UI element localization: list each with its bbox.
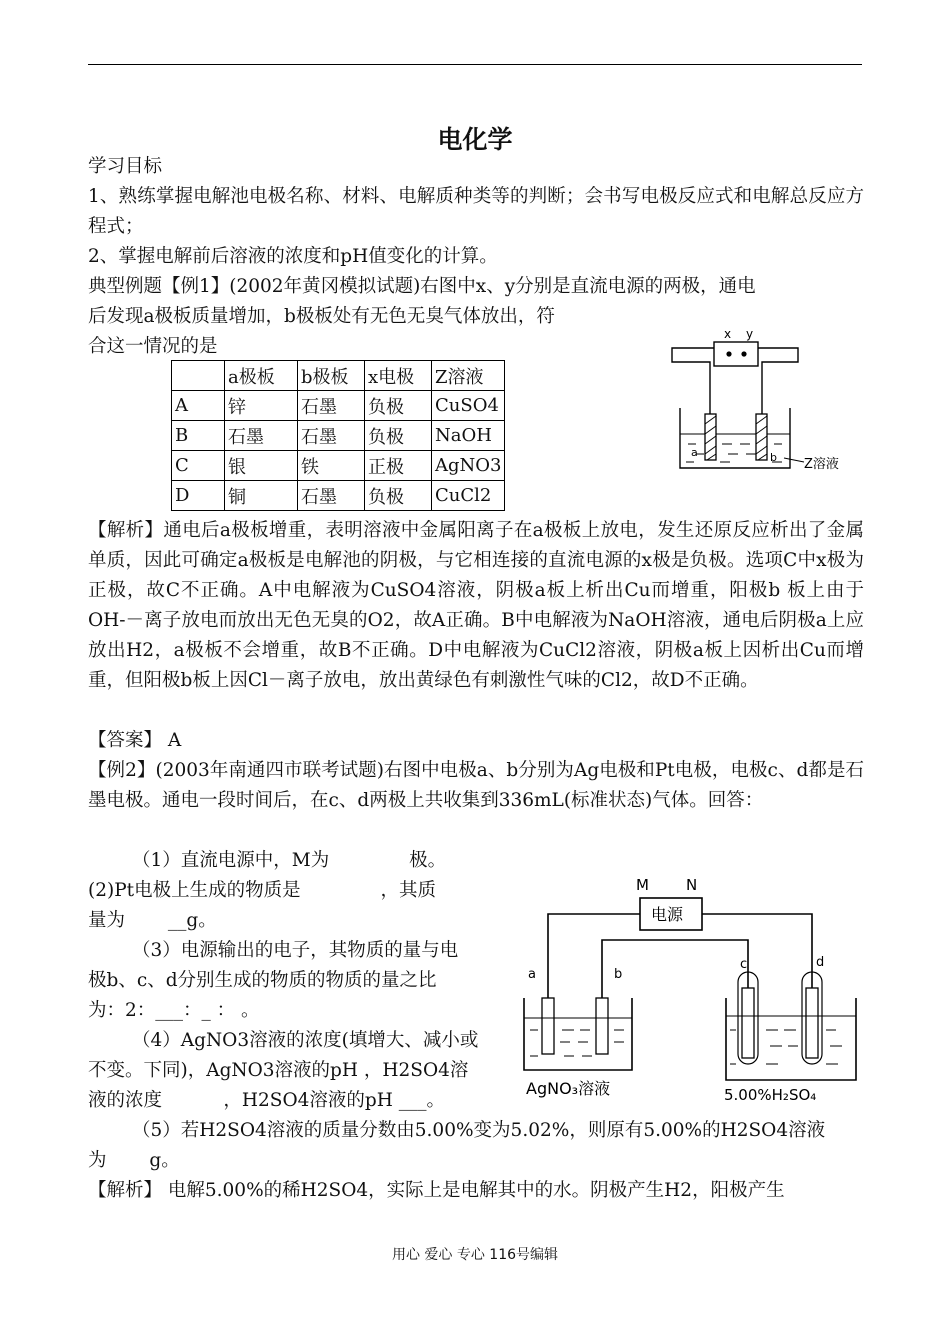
table-cell: CuSO4: [432, 391, 505, 421]
label-c: c: [740, 957, 748, 972]
table-header-cell: b极板: [298, 361, 365, 391]
page-title: 电化学: [437, 125, 513, 154]
electrode-a: [542, 998, 554, 1054]
options-table: [171, 360, 505, 511]
table-cell: 石墨: [298, 481, 365, 511]
label-b: b: [614, 967, 623, 982]
page-footer: 用心 爱心 专心 116号编辑: [391, 1247, 559, 1263]
example1-answer: 【答案】 A: [88, 730, 182, 751]
table-cell: 石墨: [298, 391, 365, 421]
left-beaker: [524, 998, 632, 1070]
table-cell: 锌: [225, 391, 298, 421]
table-cell: 正极: [365, 451, 432, 481]
question-2-line2: 量为 __g。: [88, 910, 217, 931]
label-n: N: [686, 876, 698, 894]
label-x: x: [724, 327, 732, 341]
table-cell: 负极: [365, 421, 432, 451]
question-4-line2: 不变。下同)，AgNO3溶液的pH ，H2SO4溶: [88, 1060, 469, 1081]
electrode-b: [596, 998, 608, 1054]
question-5-line2: 为 g。: [88, 1150, 180, 1171]
table-cell: NaOH: [432, 421, 505, 451]
example1-line1: 典型例题【例1】(2002年黄冈模拟试题)右图中x、y分别是直流电源的两极，通电: [88, 276, 756, 297]
question-4-line3: 液的浓度 ，H2SO4溶液的pH ___。: [88, 1090, 446, 1111]
label-right-solution: 5.00%H₂SO₄: [724, 1086, 817, 1104]
table-cell: 石墨: [225, 421, 298, 451]
question-1: （1）直流电源中，M为 极。: [132, 850, 447, 871]
table-cell: 铜: [225, 481, 298, 511]
label-a: a: [691, 446, 698, 459]
label-left-solution: AgNO₃溶液: [526, 1079, 611, 1098]
table-cell: 石墨: [298, 421, 365, 451]
table-header-cell: Z溶液: [432, 361, 505, 391]
pointer-line: [784, 458, 804, 462]
example2-intro: 【例2】(2003年南通四市联考试题)右图中电极a、b分别为Ag电极和Pt电极，电极c、d都是石墨电极。通电一段时间后，在c、d两极上共收集到336mL(标准状态)气体。回答：: [88, 760, 864, 811]
table-cell: 负极: [365, 391, 432, 421]
question-3-line1: （3）电源输出的电子，其物质的量与电: [132, 940, 459, 961]
table-cell: D: [172, 481, 225, 511]
label-z-solution: Z溶液: [804, 457, 839, 472]
table-cell: 银: [225, 451, 298, 481]
table-header-cell: x电极: [365, 361, 432, 391]
example1-analysis: 【解析】通电后a极板增重，表明溶液中金属阳离子在a极板上放电，发生还原反应析出了金属单质，因此可确定a极板是电解池的阴极，与它相连接的直流电源的x极是负极。选项C中x极为正极，故C不正确。A中电解液为CuSO4溶液，阴极a板上析出Cu而增重，阳极b 板上由于OH-－离子放电而放出无色无臭的O2，故A正确。B中电解液为NaOH溶液，通电后阴极a上应放出H2，a极板不会增重，故B不正确。D中电解液为CuCl2溶液，阴极a板上因析出Cu而增重，但阳极b板上因Cl－离子放电，放出黄绿色有刺激性气味的Cl2，故D不正确。: [88, 520, 864, 691]
label-b: b: [770, 451, 777, 464]
terminal-y: [741, 351, 746, 356]
power-source-box: [714, 342, 758, 366]
table-row: [172, 481, 505, 511]
header-rule: [88, 64, 862, 65]
goals-heading: 学习目标: [88, 156, 163, 177]
goal-1: 1、熟练掌握电解池电极名称、材料、电解质种类等的判断；会书写电极反应式和电解总反应方程式；: [88, 186, 864, 237]
label-m: M: [636, 876, 649, 894]
goal-2: 2、掌握电解前后溶液的浓度和pH值变化的计算。: [88, 246, 498, 267]
electrolysis-cells-diagram-2: [516, 870, 862, 1110]
terminal-x: [726, 351, 731, 356]
table-cell: AgNO3: [432, 451, 505, 481]
electrolysis-cell-diagram-1: [660, 322, 860, 482]
wire-x: [672, 348, 714, 414]
table-row: [172, 421, 505, 451]
question-4-line1: （4）AgNO3溶液的浓度(填增大、减小或: [132, 1030, 479, 1051]
example2-analysis: 【解析】 电解5.00%的稀H2SO4，实际上是电解其中的水。阴极产生H2，阳极产生: [88, 1180, 785, 1201]
table-cell: 铁: [298, 451, 365, 481]
electrode-c: [742, 988, 754, 1058]
label-d: d: [816, 955, 825, 970]
table-cell: B: [172, 421, 225, 451]
table-row: [172, 451, 505, 481]
table-cell: A: [172, 391, 225, 421]
table-cell: CuCl2: [432, 481, 505, 511]
example1-line2: 后发现a极板质量增加，b极板处有无色无臭气体放出，符: [88, 306, 555, 327]
wire-y: [758, 348, 798, 414]
power-source-label: 电源: [651, 905, 684, 924]
wire-bc: [602, 940, 748, 998]
table-cell: C: [172, 451, 225, 481]
table-header-cell: a极板: [225, 361, 298, 391]
table-row: [172, 391, 505, 421]
table-header-cell: [172, 361, 225, 391]
question-3-line3: 为：2：___：_ ： 。: [88, 1000, 260, 1021]
label-y: y: [746, 327, 754, 341]
table-cell: 负极: [365, 481, 432, 511]
example1-line3: 合这一情况的是: [88, 336, 218, 357]
question-2-line1: (2)Pt电极上生成的物质是 ，其质: [88, 880, 436, 901]
question-3-line2: 极b、c、d分别生成的物质的物质的量之比: [88, 970, 437, 991]
electrode-d: [806, 988, 818, 1058]
label-a: a: [528, 967, 536, 982]
question-5-line1: （5）若H2SO4溶液的质量分数由5.00%变为5.02%，则原有5.00%的H2SO4溶液: [132, 1120, 826, 1141]
wire-m: [548, 914, 640, 1008]
table-header-row: [172, 361, 505, 391]
